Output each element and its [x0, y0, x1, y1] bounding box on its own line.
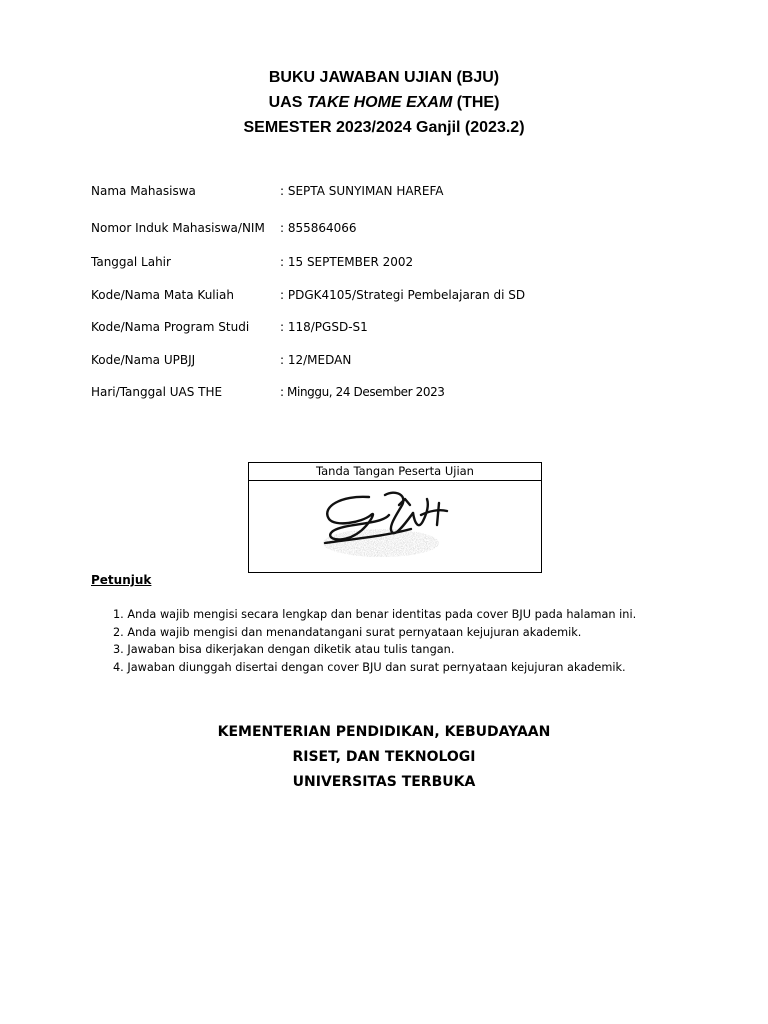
field-value-mata-kuliah: : PDGK4105/Strategi Pembelajaran di SD — [280, 288, 526, 302]
ministry-name-line1: KEMENTERIAN PENDIDIKAN, KEBUDAYAAN — [217, 724, 551, 740]
exam-type-suffix: (THE) — [452, 94, 500, 111]
instruction-item: 2. Anda wajib mengisi dan menandatangani surat pernyataan kejujuran akademik. — [113, 625, 582, 639]
field-value-tanggal-lahir: : 15 SEPTEMBER 2002 — [280, 255, 414, 269]
field-value-program-studi: : 118/PGSD-S1 — [280, 320, 368, 334]
exam-type-italic: TAKE HOME EXAM — [306, 94, 453, 111]
field-label-nim: Nomor Induk Mahasiswa/NIM — [91, 221, 265, 235]
instructions-title: Petunjuk — [91, 573, 152, 587]
field-value-hari-tanggal: : Minggu, 24 Desember 2023 — [280, 385, 445, 399]
university-name: UNIVERSITAS TERBUKA — [292, 774, 476, 790]
handwritten-signature — [311, 485, 461, 569]
field-label-tanggal-lahir: Tanggal Lahir — [91, 255, 171, 269]
instruction-item: 4. Jawaban diunggah disertai dengan cover BJU dan surat pernyataan kejujuran akademik. — [113, 660, 626, 674]
instruction-item: 3. Jawaban bisa dikerjakan dengan diketik atau tulis tangan. — [113, 643, 455, 656]
ministry-name-line2: RISET, DAN TEKNOLOGI — [292, 749, 476, 765]
field-label-nama: Nama Mahasiswa — [91, 184, 196, 198]
instruction-item: 1. Anda wajib mengisi secara lengkap dan benar identitas pada cover BJU pada halaman ini. — [113, 608, 637, 621]
field-value-upbjj: : 12/MEDAN — [280, 353, 352, 367]
field-label-hari-tanggal: Hari/Tanggal UAS THE — [91, 385, 223, 399]
field-label-upbjj: Kode/Nama UPBJJ — [91, 353, 196, 367]
instructions-list — [113, 606, 636, 676]
signature-box — [248, 462, 542, 573]
field-label-program-studi: Kode/Nama Program Studi — [91, 320, 250, 334]
signature-area — [249, 481, 541, 572]
semester-title: SEMESTER 2023/2024 Ganjil (2023.2) — [243, 119, 525, 136]
field-value-nim: : 855864066 — [280, 221, 357, 235]
signature-header: Tanda Tangan Peserta Ujian — [249, 463, 541, 481]
exam-type-title — [0, 91, 768, 115]
field-value-nama: : SEPTA SUNYIMAN HAREFA — [280, 184, 444, 198]
exam-type-prefix: UAS — [268, 94, 307, 111]
document-title: BUKU JAWABAN UJIAN (BJU) — [268, 69, 500, 86]
field-label-mata-kuliah: Kode/Nama Mata Kuliah — [91, 288, 234, 302]
